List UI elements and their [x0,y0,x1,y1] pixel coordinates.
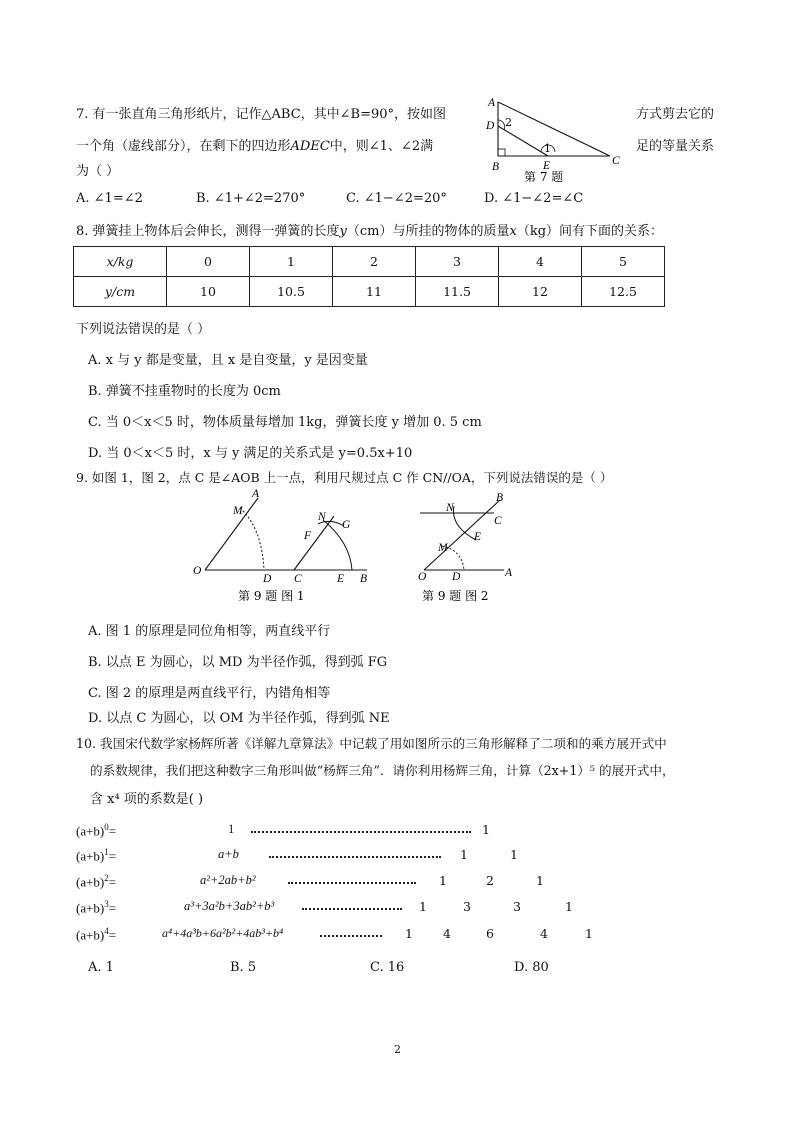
yh-coeff: 3 [463,899,471,914]
yh-coeff: 1 [439,873,447,888]
q9f1-label-e: E [337,573,345,585]
q7-line1: 7. 有一张直角三角形纸片，记作△ABC，其中∠B=90°，按如图 [76,107,447,122]
q10-line1: 10. 我国宋代数学家杨辉所著《详解九章算法》中记载了用如图所示的三角形解释了二项和的乘方展开式中 [76,736,667,751]
table-cell: 1 [250,247,333,277]
yh-row-1-label [76,847,116,864]
q7-option-c: C. ∠1−∠2=20° [346,191,447,206]
q8-header-y-text: y/cm [104,284,136,299]
q10-line3: 含 x⁴ 项的系数是( ) [90,792,204,807]
yh-row-2-label [76,873,116,890]
yh-row-3-label [76,899,116,916]
table-row [74,277,665,307]
q9f1-label-c: C [294,573,302,585]
yh-coeff: 4 [540,926,548,941]
yh-label-eq: = [108,823,117,839]
yh-coeff: 1 [536,873,544,888]
yh-row-0-dots [251,831,471,833]
q9-figure-1 [190,484,380,606]
q9f1-label-d: D [263,573,272,585]
q8-intro-c: （kg）间有下面的关系： [516,224,664,239]
yh-row-0-label [76,822,116,839]
q9f2-ray-ob [424,500,500,570]
q9-option-d: D. 以点 C 为圆心，以 OM 为半径作弧，得到弧 NE [88,711,390,726]
q7-line1-right: 方式剪去它的 [636,107,715,122]
q7-line2-var: ADEC [290,139,330,154]
q7-line2-b: 中，则∠1、∠2满 [329,139,434,154]
yh-row-0-expansion: 1 [228,822,235,836]
q9f2-label-a: A [505,567,513,579]
q8-header-x-text: x/kg [106,254,134,269]
q9f1-label-b: B [360,573,368,585]
q7-label-a: A [488,97,496,109]
yh-coeff: 1 [510,847,518,862]
q10-option-a: A. 1 [88,960,114,975]
yh-label-text: (a+b) [76,848,105,864]
q8-header-y [74,277,167,307]
q9f1-ray-oa [205,498,258,570]
table-cell: 11.5 [416,277,499,307]
table-cell: 2 [333,247,416,277]
table-cell: 12.5 [582,277,665,307]
table-cell: 3 [416,247,499,277]
q7-right-angle [498,149,505,156]
q7-line2-a: 一个角（虚线部分），在剩下的四边形 [76,139,291,154]
yh-row-3-dots [302,908,402,910]
q7-line3: 为（ ） [76,164,120,179]
yh-label-text: (a+b) [76,900,105,916]
yh-label-exp: 1 [104,847,109,857]
q9-option-c: C. 图 2 的原理是两直线平行，内错角相等 [88,686,331,701]
q7-cut-line [498,126,548,156]
yh-label-eq: = [108,874,117,890]
q8-intro [76,220,663,239]
q8-option-d: D. 当 0＜x＜5 时，x 与 y 满足的关系式是 y=0.5x+10 [88,446,413,461]
q10-option-b: B. 5 [230,960,257,975]
yh-coeff: 1 [405,926,413,941]
yh-row-4-dots [320,935,382,937]
q7-label-b: B [492,161,500,173]
q7-label-d: D [486,120,495,132]
q7-figure [484,94,634,186]
yh-row-2-dots [288,882,416,884]
table-cell: 10 [167,277,250,307]
yh-row-4-expansion: a⁴+4a³b+6a²b²+4ab³+b⁴ [162,926,284,940]
q8-question: 下列说法错误的是（ ） [76,322,211,337]
q9f2-caption: 第 9 题 图 2 [422,589,489,603]
q9f2-label-c: C [494,515,502,527]
q7-caption: 第 7 题 [524,170,564,184]
q7-line2-right: 足的等量关系 [636,139,715,154]
yh-coeff: 3 [513,899,521,914]
q7-option-b: B. ∠1+∠2=270° [196,191,306,206]
table-cell: 12 [499,277,582,307]
table-cell: 11 [333,277,416,307]
yh-row-2-expansion: a²+2ab+b² [200,873,256,887]
yh-label-eq: = [108,848,117,864]
q9f2-label-o: O [418,571,427,583]
q9f1-label-g: G [342,519,351,531]
yh-coeff: 1 [585,926,593,941]
q7-label-1: 1 [544,142,551,155]
yh-label-eq: = [108,900,117,916]
yh-row-3-expansion: a³+3a²b+3ab²+b³ [184,899,275,913]
q8-intro-y: y [339,224,347,239]
yh-coeff: 1 [482,822,490,837]
q9f2-label-n: N [446,502,454,514]
q10-option-d: D. 80 [514,960,549,975]
q9f1-label-m: M [233,505,243,517]
yh-label-eq: = [108,927,117,943]
q7-label-e: E [543,160,551,172]
q9-stem: 9. 如图 1，图 2，点 C 是∠AOB 上一点，利用尺规过点 C 作 CN//OA，下列说法错误的是（ ） [76,470,613,485]
q7-line2 [76,135,433,154]
yh-label-exp: 4 [104,926,109,936]
q8-option-c: C. 当 0＜x＜5 时，物体质量每增加 1kg，弹簧长度 y 增加 0. 5 cm [88,415,482,430]
q8-header-x [74,247,167,277]
table-cell: 0 [167,247,250,277]
q9-option-a: A. 图 1 的原理是同位角相等，两直线平行 [88,624,331,639]
yh-label-exp: 3 [104,899,109,909]
q8-option-a: A. x 与 y 都是变量，且 x 是自变量，y 是因变量 [88,353,368,368]
yh-label-exp: 2 [104,873,109,883]
q9f2-label-m: M [438,542,448,554]
q7-option-d: D. ∠1−∠2=∠C [484,191,584,206]
q9f2-label-b: B [496,492,504,504]
q9-figure-2 [412,484,522,606]
q9-option-b: B. 以点 E 为圆心，以 MD 为半径作弧，得到弧 FG [88,655,388,670]
yh-label-text: (a+b) [76,823,105,839]
q8-intro-x: x [509,224,517,239]
table-row [74,247,665,277]
yh-label-text: (a+b) [76,874,105,890]
q10-option-c: C. 16 [370,960,405,975]
yh-label-text: (a+b) [76,927,105,943]
q9f2-arc-ne [453,506,476,540]
q9f1-label-f: F [304,530,312,542]
q9f1-caption: 第 9 题 图 1 [238,589,305,603]
q8-option-b: B. 弹簧不挂重物时的长度为 0cm [88,384,281,399]
yh-row-1-dots [269,856,441,858]
yh-coeff: 4 [443,926,451,941]
yh-label-exp: 0 [104,822,109,832]
yh-row-1-expansion: a+b [218,847,239,861]
q10-line2: 的系数规律，我们把这种数字三角形叫做“杨辉三角”．请你利用杨辉三角，计算（2x+1）⁵ 的展开式中， [90,763,675,778]
q9f1-label-n: N [318,511,326,523]
yh-coeff: 1 [565,899,573,914]
q9f2-label-d: D [452,571,461,583]
yh-coeff: 1 [460,847,468,862]
yh-coeff: 6 [486,926,494,941]
q7-option-a: A. ∠1=∠2 [76,191,143,206]
page-number: 2 [394,1043,401,1056]
yh-coeff: 2 [486,873,494,888]
q8-intro-b: （cm）与所挂的物体的质量 [346,224,510,239]
q7-label-2: 2 [505,116,512,129]
q9f2-label-e: E [474,531,482,543]
q8-table [73,246,665,307]
table-cell: 4 [499,247,582,277]
q7-label-c: C [612,155,620,167]
q9f1-label-o: O [193,565,202,577]
q8-intro-a: 8. 弹簧挂上物体后会伸长，测得一弹簧的长度 [76,224,340,239]
q9f1-label-a: A [252,488,260,500]
yh-coeff: 1 [419,899,427,914]
table-cell: 5 [582,247,665,277]
table-cell: 10.5 [250,277,333,307]
yh-row-4-label [76,926,116,943]
